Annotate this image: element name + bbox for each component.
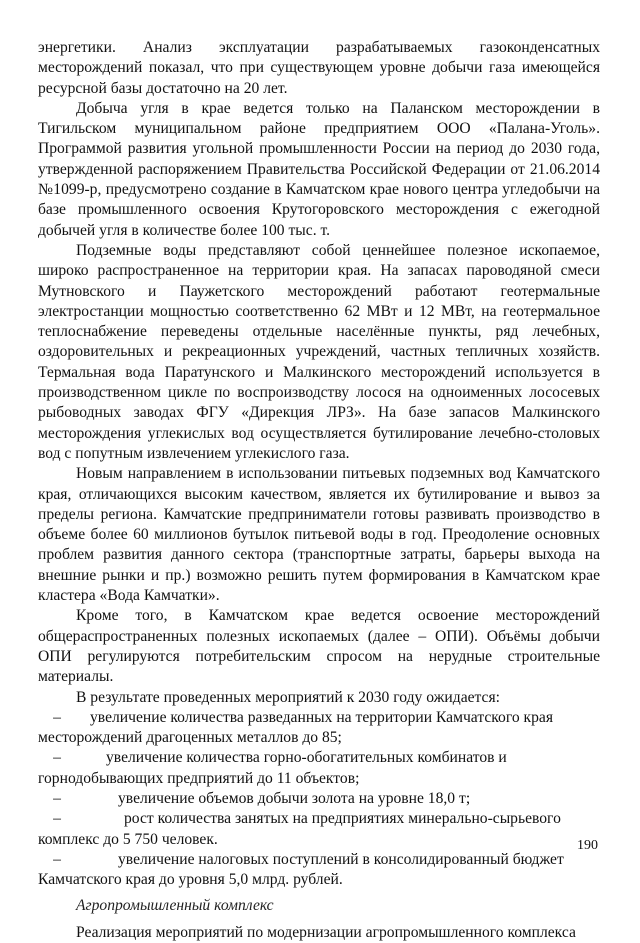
list-dash: – xyxy=(53,789,61,807)
paragraph-gas-resources: энергетики. Анализ эксплуатации разрабатываемых газоконденсатных месторождений показал, что при существующем уровне добычи газа имеющейся ресурсной базы достаточно на 20 лет. xyxy=(38,39,600,97)
section-title-agro: Агропромышленный комплекс xyxy=(76,897,274,915)
list-item xyxy=(38,809,600,850)
list-item xyxy=(38,850,600,891)
list-dash: – xyxy=(53,749,61,767)
paragraph-groundwater: Подземные воды представляют собой ценнейшее полезное ископаемое, широко распространенное на территории края. На запасах пароводяной смеси Мутновского и Паужетского месторождений работают геотермальные электростанции мощностью соответственно 62 МВт и 12 МВт, на геотермальное теплоснабжение переведены отдельные населённые пункты, ряд лечебных, оздоровительных и рекреационных учреждений, частных тепличных хозяйств. Термальная вода Паратунского и Малкинского месторождений используется в производственном цикле по воспроизводству лосося на одноименных лососевых рыбоводных заводах ФГУ «Дирекция ЛРЗ». На базе запасов Малкинского месторождения углекислых вод осуществляется бутилирование лечебно-столовых вод с попутным извлечением углекислого газа. xyxy=(38,241,600,462)
paragraph-agro-intro: Реализация мероприятий по модернизации агропромышленного комплекса xyxy=(76,923,576,941)
list-item-text: увеличение количества горно-обогатительных комбинатов и горнодобывающих предприятий до 11 объектов; xyxy=(38,749,507,787)
list-item xyxy=(38,789,600,809)
document-page xyxy=(38,38,600,943)
expected-results-list xyxy=(38,708,600,891)
paragraph-coal-mining: Добыча угля в крае ведется только на Паланском месторождении в Тигильском муниципальном районе предприятием ООО «Палана-Уголь». Программой развития угольной промышленности России на период до 2030 года, утвержденной распоряжением Правительства Российской Федерации от 21.06.2014 №1099-р, предусмотрено создание в Камчатском крае нового центра угледобычи на базе промышленного освоения Крутогоровского месторождения с ежегодной добычей угля в количестве более 100 тыс. т. xyxy=(38,99,600,239)
paragraph-drinking-water: Новым направлением в использовании питьевых подземных вод Камчатского края, отличающихся высоким качеством, является их бутилирование и вывоз за пределы региона. Камчатские предприниматели готовы развивать производство в объеме более 60 миллионов бутылок питьевой воды в год. Преодоление основных проблем развития данного сектора (транспортные затраты, барьеры выхода на внешние рынки и пр.) возможно решить путем формирования в Камчатском крае кластера «Вода Камчатки». xyxy=(38,465,600,605)
paragraph-common-minerals: Кроме того, в Камчатском крае ведется освоение месторождений общераспространенных полезных ископаемых (далее – ОПИ). Объёмы добычи ОПИ регулируются потребительским спросом на нерудные строительные материалы. xyxy=(38,607,600,686)
list-dash: – xyxy=(53,708,61,726)
list-item-text: увеличение объемов добычи золота на уровне 18,0 т; xyxy=(118,789,471,807)
list-item xyxy=(38,708,600,749)
paragraph-expected-results: В результате проведенных мероприятий к 2030 году ожидается: xyxy=(76,688,500,706)
list-dash: – xyxy=(53,810,61,828)
list-item-text: увеличение налоговых поступлений в консолидированный бюджет Камчатского края до уровня 5,0 млрд. рублей. xyxy=(38,850,564,889)
list-item-text: увеличение количества разведанных на территории Камчатского края месторождений драгоценных металлов до 85; xyxy=(38,708,553,747)
list-dash: – xyxy=(53,850,61,868)
list-item xyxy=(38,748,600,789)
page-number: 190 xyxy=(577,838,598,853)
list-item-text: рост количества занятых на предприятиях минерально-сырьевого комплекс до 5 750 человек. xyxy=(38,810,561,848)
